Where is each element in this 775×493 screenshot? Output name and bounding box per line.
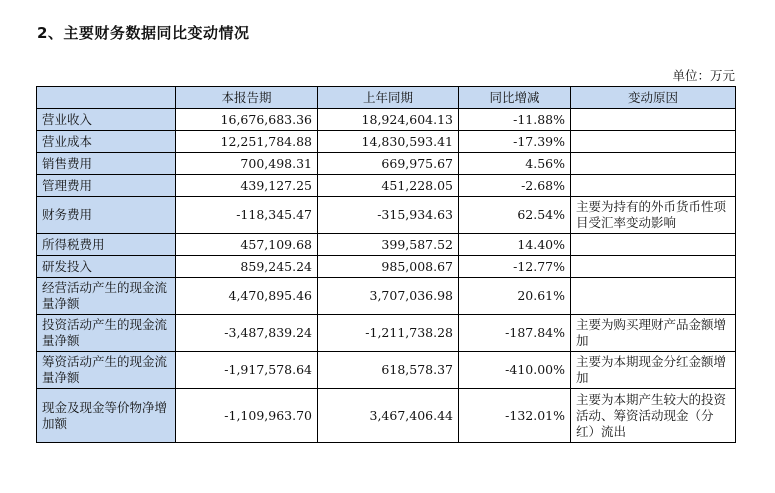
row-current: 16,676,683.36 — [176, 109, 318, 131]
table-row — [37, 352, 736, 389]
table-row — [37, 197, 736, 234]
row-reason — [571, 131, 736, 153]
row-reason — [571, 256, 736, 278]
row-prior: 618,578.37 — [318, 352, 459, 389]
table-row — [37, 153, 736, 175]
row-item: 研发投入 — [37, 256, 176, 278]
financial-data-table — [36, 86, 736, 443]
row-change: -17.39% — [459, 131, 571, 153]
row-current: 439,127.25 — [176, 175, 318, 197]
row-prior: 451,228.05 — [318, 175, 459, 197]
row-change: -410.00% — [459, 352, 571, 389]
row-item: 投资活动产生的现金流量净额 — [37, 315, 176, 352]
row-current: 859,245.24 — [176, 256, 318, 278]
table-row — [37, 109, 736, 131]
row-reason: 主要为本期产生较大的投资活动、筹资活动现金（分红）流出 — [571, 389, 736, 443]
row-change: 62.54% — [459, 197, 571, 234]
row-prior: 669,975.67 — [318, 153, 459, 175]
section-heading: 2、主要财务数据同比变动情况 — [37, 24, 250, 42]
row-reason — [571, 234, 736, 256]
row-reason: 主要为购买理财产品金额增加 — [571, 315, 736, 352]
row-current: -118,345.47 — [176, 197, 318, 234]
table-row — [37, 389, 736, 443]
row-item: 营业收入 — [37, 109, 176, 131]
row-item: 财务费用 — [37, 197, 176, 234]
header-current-period: 本报告期 — [176, 87, 318, 109]
row-current: -1,109,963.70 — [176, 389, 318, 443]
row-prior: 985,008.67 — [318, 256, 459, 278]
row-item: 所得税费用 — [37, 234, 176, 256]
row-current: 12,251,784.88 — [176, 131, 318, 153]
row-item: 营业成本 — [37, 131, 176, 153]
header-blank — [37, 87, 176, 109]
table-row — [37, 256, 736, 278]
table-row — [37, 234, 736, 256]
row-prior: 399,587.52 — [318, 234, 459, 256]
row-item: 经营活动产生的现金流量净额 — [37, 278, 176, 315]
row-prior: 3,467,406.44 — [318, 389, 459, 443]
row-prior: -1,211,738.28 — [318, 315, 459, 352]
row-reason: 主要为持有的外币货币性项目受汇率变动影响 — [571, 197, 736, 234]
row-prior: -315,934.63 — [318, 197, 459, 234]
row-change: -2.68% — [459, 175, 571, 197]
header-prior-period: 上年同期 — [318, 87, 459, 109]
row-prior: 14,830,593.41 — [318, 131, 459, 153]
table-row — [37, 175, 736, 197]
row-current: -3,487,839.24 — [176, 315, 318, 352]
row-current: 700,498.31 — [176, 153, 318, 175]
header-change-reason: 变动原因 — [571, 87, 736, 109]
table-row — [37, 131, 736, 153]
row-change: -187.84% — [459, 315, 571, 352]
row-item: 管理费用 — [37, 175, 176, 197]
row-item: 筹资活动产生的现金流量净额 — [37, 352, 176, 389]
header-yoy-change: 同比增减 — [459, 87, 571, 109]
row-change: -132.01% — [459, 389, 571, 443]
table-header-row — [37, 87, 736, 109]
row-reason — [571, 109, 736, 131]
row-change: 20.61% — [459, 278, 571, 315]
row-change: -11.88% — [459, 109, 571, 131]
row-reason — [571, 278, 736, 315]
row-change: 4.56% — [459, 153, 571, 175]
row-prior: 3,707,036.98 — [318, 278, 459, 315]
row-item: 销售费用 — [37, 153, 176, 175]
row-change: 14.40% — [459, 234, 571, 256]
row-reason — [571, 153, 736, 175]
row-current: 457,109.68 — [176, 234, 318, 256]
row-reason: 主要为本期现金分红金额增加 — [571, 352, 736, 389]
table-row — [37, 315, 736, 352]
table-row — [37, 278, 736, 315]
row-current: -1,917,578.64 — [176, 352, 318, 389]
row-prior: 18,924,604.13 — [318, 109, 459, 131]
unit-label: 单位：万元 — [672, 68, 735, 83]
row-current: 4,470,895.46 — [176, 278, 318, 315]
row-change: -12.77% — [459, 256, 571, 278]
row-item: 现金及现金等价物净增加额 — [37, 389, 176, 443]
row-reason — [571, 175, 736, 197]
